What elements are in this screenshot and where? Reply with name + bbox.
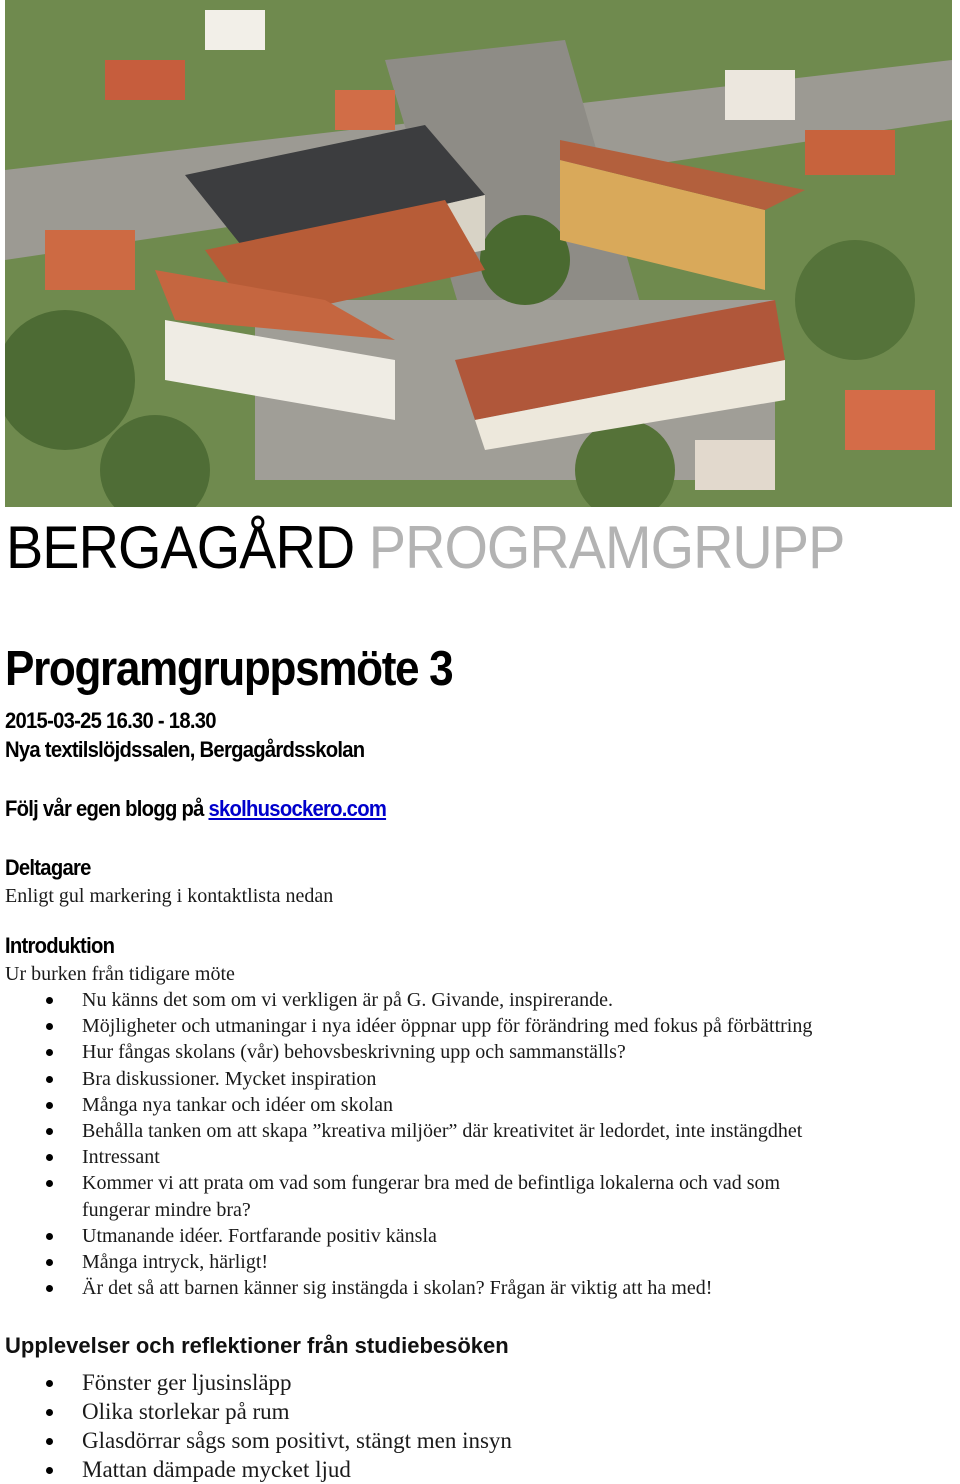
list-item: Möjligheter och utmaningar i nya idéer öppnar upp för förändring med fokus på förbättring [0, 1013, 812, 1039]
list-item: Många nya tankar och idéer om skolan [0, 1092, 812, 1118]
meeting-location: Nya textilslöjdssalen, Bergagårdsskolan [5, 737, 365, 762]
list-item: Behålla tanken om att skapa ”kreativa miljöer” där kreativitet är ledordet, inte instängdhet [0, 1118, 812, 1144]
list-item: Mattan dämpade mycket ljud [0, 1455, 512, 1484]
list-item: Glasdörrar sågs som positivt, stängt men insyn [0, 1426, 512, 1455]
list-item: Olika storlekar på rum [0, 1397, 512, 1426]
program-group-title [6, 514, 845, 581]
meeting-title: Programgruppsmöte 3 [5, 642, 453, 696]
participants-heading: Deltagare [5, 855, 91, 880]
list-item: Intressant [0, 1144, 812, 1170]
list-item: Utmanande idéer. Fortfarande positiv känsla [0, 1223, 812, 1249]
blog-link[interactable]: skolhusockero.com [208, 796, 387, 821]
intro-list [0, 987, 812, 1301]
intro-subheading: Ur burken från tidigare möte [5, 963, 235, 985]
experiences-list [0, 1368, 512, 1484]
list-item: Är det så att barnen känner sig instängda i skolan? Frågan är viktig att ha med! [0, 1275, 812, 1301]
school-aerial-photo [5, 0, 952, 507]
list-item: Hur fångas skolans (vår) behovsbeskrivning upp och sammanställs? [0, 1039, 812, 1065]
blog-line [5, 796, 386, 822]
list-item: Nu känns det som om vi verkligen är på G. Givande, inspirerande. [0, 987, 812, 1013]
meeting-datetime: 2015-03-25 16.30 - 18.30 [5, 708, 216, 733]
list-item: Kommer vi att prata om vad som fungerar bra med de befintliga lokalerna och vad som [0, 1170, 812, 1196]
blog-prefix: Följ vår egen blogg på [5, 796, 209, 821]
experiences-heading: Upplevelser och reflektioner från studiebesöken [5, 1333, 509, 1358]
participants-text: Enligt gul markering i kontaktlista nedan [5, 885, 334, 907]
list-item: Fönster ger ljusinsläpp [0, 1368, 512, 1397]
intro-heading: Introduktion [5, 933, 115, 958]
list-item-continuation: fungerar mindre bra? [82, 1198, 251, 1221]
list-item: Många intryck, härligt! [0, 1249, 812, 1275]
title-dark: BERGAGÅRD [6, 514, 355, 581]
list-item: Bra diskussioner. Mycket inspiration [0, 1066, 812, 1092]
title-light: PROGRAMGRUPP [368, 514, 845, 581]
